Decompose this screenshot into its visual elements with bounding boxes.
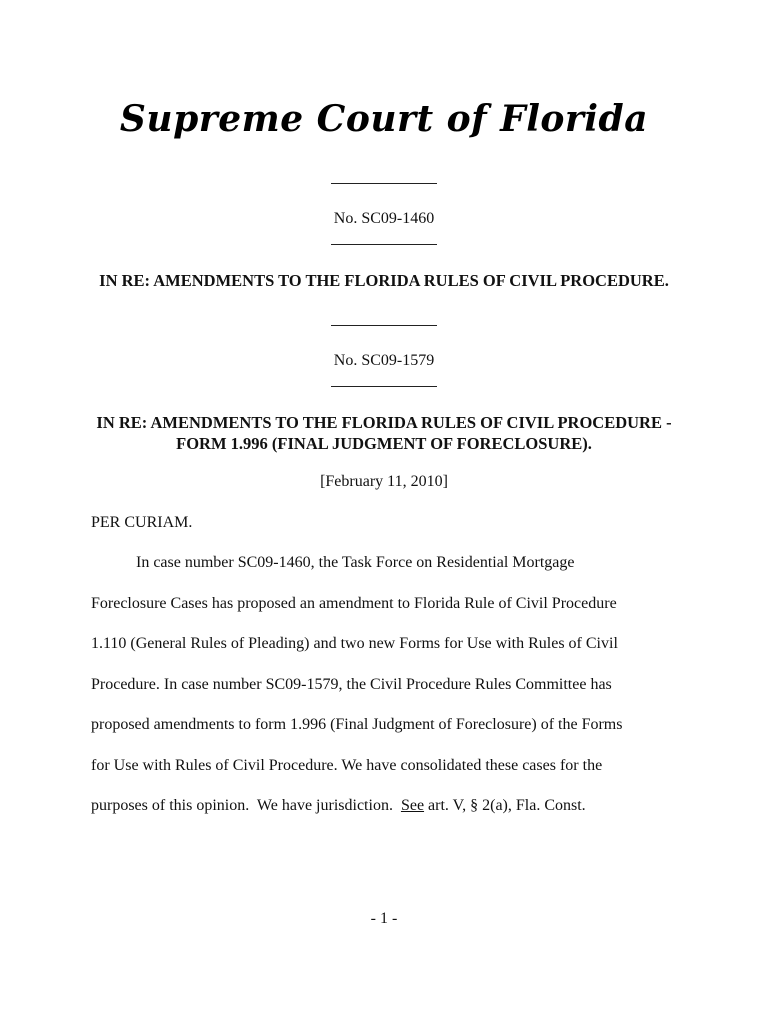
opinion-date: [February 11, 2010] <box>320 473 448 490</box>
body-line: 1.110 (General Rules of Pleading) and two new Forms for Use with Rules of Civil <box>91 635 618 652</box>
case-number: No. SC09-1579 <box>333 352 435 369</box>
body-line <box>91 797 691 815</box>
per-curiam: PER CURIAM. <box>91 514 193 531</box>
citation-text: art. V, § 2(a), Fla. Const. <box>424 797 586 814</box>
body-line: Foreclosure Cases has proposed an amendment to Florida Rule of Civil Procedure <box>91 595 617 612</box>
body-line: In case number SC09-1460, the Task Force on Residential Mortgage <box>136 554 575 571</box>
body-line: Procedure. In case number SC09-1579, the Civil Procedure Rules Committee has <box>91 676 612 693</box>
separator-rule <box>331 325 437 326</box>
citation-signal: See <box>400 797 425 814</box>
separator-rule <box>331 183 437 184</box>
separator-rule <box>331 386 437 387</box>
separator-rule <box>331 244 437 245</box>
case-heading: IN RE: AMENDMENTS TO THE FLORIDA RULES OF CIVIL PROCEDURE. <box>99 271 669 290</box>
body-line: for Use with Rules of Civil Procedure. We have consolidated these cases for the <box>91 757 603 774</box>
case-number: No. SC09-1460 <box>333 210 435 227</box>
body-text: purposes of this opinion. We have jurisdiction. <box>91 797 401 814</box>
page-number: - 1 - <box>370 910 398 927</box>
body-line: proposed amendments to form 1.996 (Final Judgment of Foreclosure) of the Forms <box>91 716 623 733</box>
case-heading: IN RE: AMENDMENTS TO THE FLORIDA RULES OF CIVIL PROCEDURE - FORM 1.996 (FINAL JUDGMENT OF FORECLOSURE). <box>96 413 672 453</box>
court-title: Supreme Court of Florida <box>119 98 649 140</box>
